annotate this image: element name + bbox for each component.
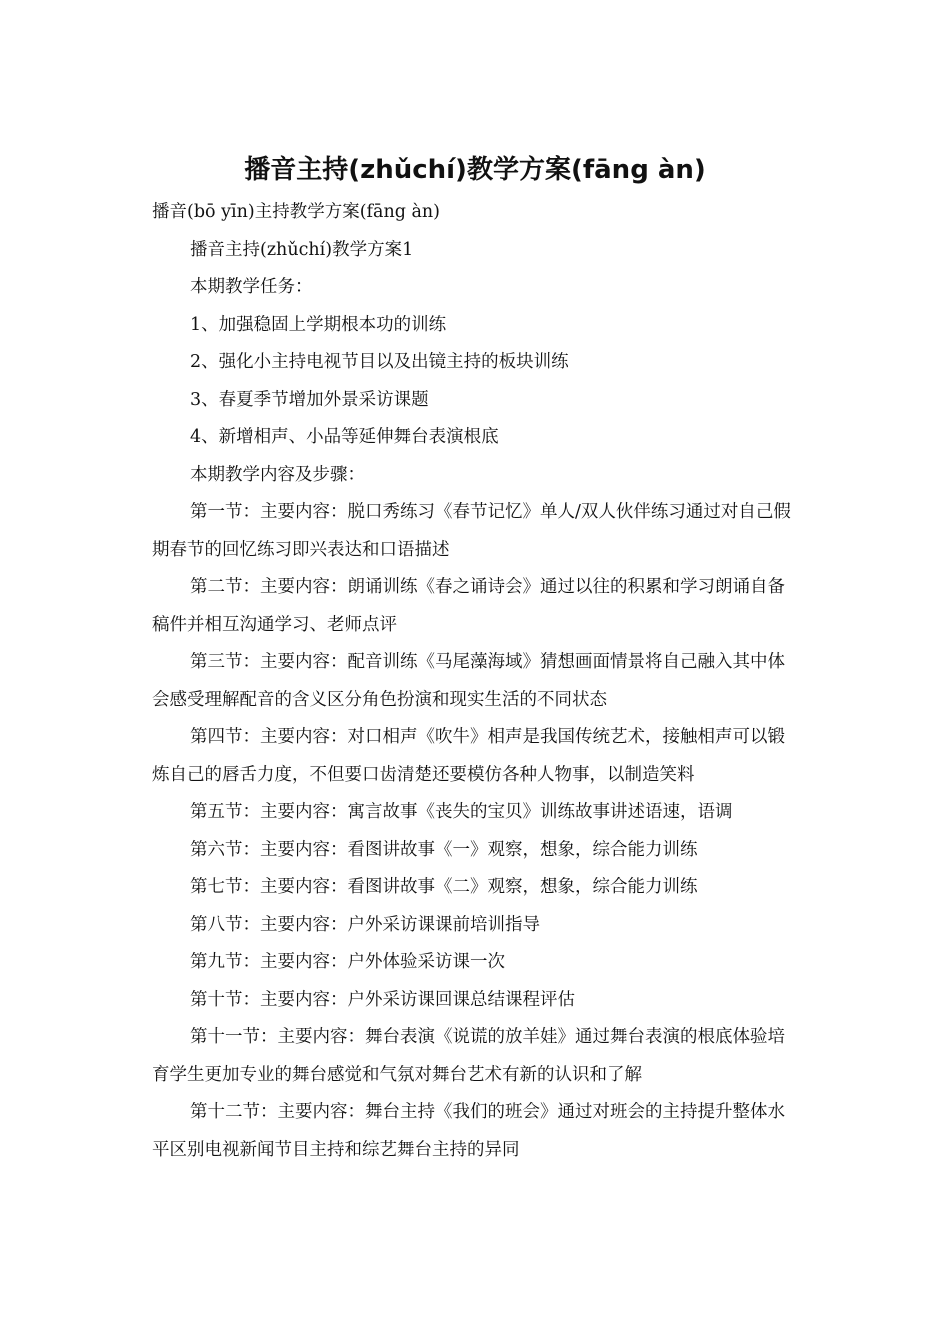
content-heading: 本期教学内容及步骤： [190,464,365,485]
lesson-paragraph: 第十一节：主要内容：舞台表演《说谎的放羊娃》通过舞台表演的根底体验培育学生更加专业的舞台感觉和气氛对舞台艺术有新的认识和了解 [152,1027,785,1085]
task-heading: 本期教学任务： [190,277,313,297]
lesson-paragraph: 第十节：主要内容：户外采访课回课总结课程评估 [190,989,575,1010]
lesson-paragraph: 第五节：主要内容：寓言故事《丧失的宝贝》训练故事讲述语速，语调 [190,802,733,822]
lesson-paragraph: 第六节：主要内容：看图讲故事《一》观察，想象，综合能力训练 [190,839,698,860]
lesson-paragraph: 第一节：主要内容：脱口秀练习《春节记忆》单人/双人伙伴练习通过对自己假期春节的回忆练习即兴表达和口语描述 [152,502,791,560]
plan-heading: 播音主持(zhǔchí)教学方案1 [190,239,414,260]
task-item: 4、新增相声、小品等延伸舞台表演根底 [190,427,499,447]
lesson-paragraph: 第四节：主要内容：对口相声《吹牛》相声是我国传统艺术，接触相声可以锻炼自己的唇舌力度，不但要口齿清楚还要模仿各种人物事，以制造笑料 [152,727,785,785]
lesson-paragraph: 第三节：主要内容：配音训练《马尾藻海域》猜想画面情景将自己融入其中体会感受理解配音的含义区分角色扮演和现实生活的不同状态 [152,652,785,710]
task-item: 3、春夏季节增加外景采访课题 [190,389,429,410]
document-title: 播音主持(zhǔchí)教学方案(fāng àn) [244,155,706,185]
lesson-paragraph: 第十二节：主要内容：舞台主持《我们的班会》通过对班会的主持提升整体水平区别电视新闻节目主持和综艺舞台主持的异同 [152,1102,785,1160]
subtitle-line: 播音(bō yīn)主持教学方案(fāng àn) [152,202,441,222]
lesson-paragraph: 第二节：主要内容：朗诵训练《春之诵诗会》通过以往的积累和学习朗诵自备稿件并相互沟通学习、老师点评 [152,577,785,635]
lesson-paragraph: 第七节：主要内容：看图讲故事《二》观察，想象，综合能力训练 [190,877,698,897]
task-item: 1、加强稳固上学期根本功的训练 [190,314,447,335]
lesson-paragraph: 第九节：主要内容：户外体验采访课一次 [190,952,505,972]
task-item: 2、强化小主持电视节目以及出镜主持的板块训练 [190,352,569,372]
document-body [152,194,797,1169]
lesson-paragraph: 第八节：主要内容：户外采访课课前培训指导 [190,914,540,935]
